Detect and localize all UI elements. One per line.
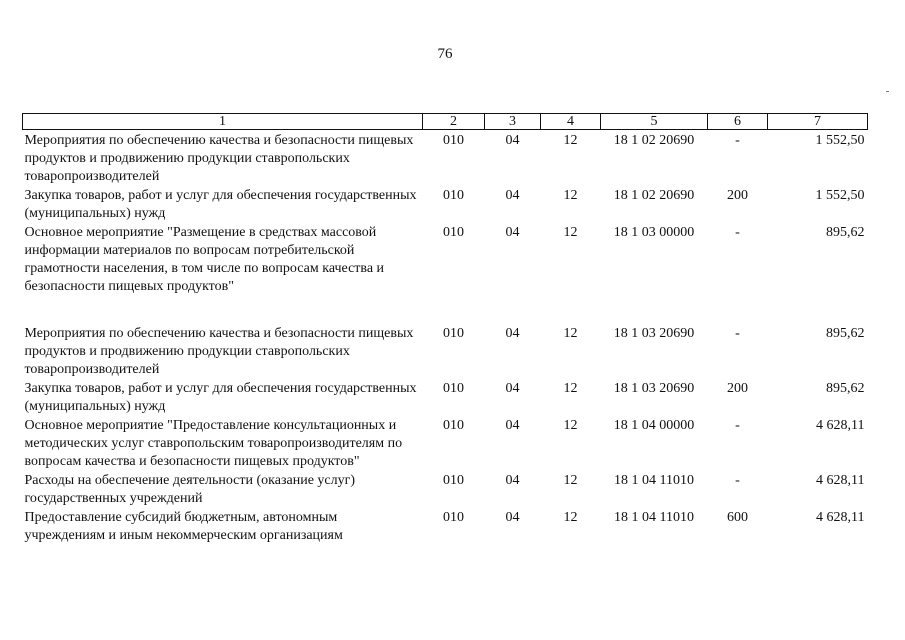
row-amount: 895,62 <box>826 381 865 396</box>
row-name: Мероприятия по обеспечению качества и безопасности пищевых продуктов и продвижению продукции ставропольских товаропроизводителей <box>24 133 414 184</box>
row-code-4: 12 <box>563 133 578 148</box>
table-row <box>23 130 868 188</box>
row-code-5: 18 1 04 11010 <box>614 510 694 525</box>
row-code-4: 12 <box>563 225 578 240</box>
row-amount: 895,62 <box>826 225 865 240</box>
row-name: Расходы на обеспечение деятельности (оказание услуг) государственных учреждений <box>24 473 356 506</box>
row-code-4: 12 <box>563 418 578 433</box>
row-code-5: 18 1 03 00000 <box>613 225 695 240</box>
table-row <box>23 224 868 297</box>
column-header-2: 2 <box>423 114 485 130</box>
row-name: Предоставление субсидий бюджетным, автономным учреждениям и иным некоммерческим организациям <box>24 510 343 543</box>
scan-edge-mark <box>886 91 889 92</box>
table-row <box>23 472 868 509</box>
row-code-5: 18 1 04 00000 <box>613 418 695 433</box>
row-code-5: 18 1 02 20690 <box>613 188 695 203</box>
row-code-3: 04 <box>505 133 520 148</box>
row-code-3: 04 <box>505 473 520 488</box>
row-name: Мероприятия по обеспечению качества и безопасности пищевых продуктов и продвижению продукции ставропольских товаропроизводителей <box>24 326 414 377</box>
row-code-2: 010 <box>443 133 464 148</box>
row-code-5: 18 1 04 11010 <box>614 473 694 488</box>
row-code-2: 010 <box>443 510 464 525</box>
row-amount: 4 628,11 <box>816 473 865 488</box>
row-code-6: - <box>735 225 740 240</box>
row-name: Закупка товаров, работ и услуг для обеспечения государственных (муниципальных) нужд <box>24 188 417 221</box>
row-name: Закупка товаров, работ и услуг для обеспечения государственных (муниципальных) нужд <box>24 381 417 414</box>
row-code-3: 04 <box>505 418 520 433</box>
row-code-4: 12 <box>563 188 578 203</box>
row-code-2: 010 <box>443 225 464 240</box>
table-row <box>23 187 868 224</box>
row-code-6: 200 <box>727 381 748 396</box>
row-code-4: 12 <box>563 381 578 396</box>
row-code-3: 04 <box>505 326 520 341</box>
row-code-6: - <box>735 133 740 148</box>
row-amount: 4 628,11 <box>816 418 865 433</box>
row-code-5: 18 1 03 20690 <box>613 381 695 396</box>
row-name: Основное мероприятие "Размещение в средствах массовой информации материалов по вопросам потребительской грамотности населения, в том числе по вопросам качества и безопасности пищевых продуктов" <box>24 225 385 294</box>
budget-table <box>22 113 868 546</box>
row-code-2: 010 <box>443 418 464 433</box>
column-header-7: 7 <box>768 114 868 130</box>
column-header-3: 3 <box>485 114 541 130</box>
column-header-5: 5 <box>601 114 708 130</box>
row-amount: 4 628,11 <box>816 510 865 525</box>
row-code-2: 010 <box>443 188 464 203</box>
row-code-4: 12 <box>563 326 578 341</box>
table-row <box>23 325 868 380</box>
table-row <box>23 417 868 472</box>
row-code-5: 18 1 03 20690 <box>613 326 695 341</box>
row-code-4: 12 <box>563 510 578 525</box>
table-row <box>23 509 868 546</box>
column-header-4: 4 <box>541 114 601 130</box>
row-name: Основное мероприятие "Предоставление консультационных и методических услуг ставропольским товаропроизводителям по вопросам качества и безопасности пищевых продуктов" <box>24 418 403 469</box>
row-code-6: 200 <box>727 188 748 203</box>
row-code-5: 18 1 02 20690 <box>613 133 695 148</box>
header-row <box>23 114 868 130</box>
row-code-2: 010 <box>443 473 464 488</box>
row-code-3: 04 <box>505 381 520 396</box>
row-code-3: 04 <box>505 510 520 525</box>
column-header-1: 1 <box>23 114 423 130</box>
row-code-2: 010 <box>443 381 464 396</box>
row-code-6: - <box>735 418 740 433</box>
row-code-4: 12 <box>563 473 578 488</box>
row-code-6: - <box>735 326 740 341</box>
blank-row <box>23 297 868 325</box>
row-code-3: 04 <box>505 225 520 240</box>
row-code-3: 04 <box>505 188 520 203</box>
row-amount: 895,62 <box>826 326 865 341</box>
row-amount: 1 552,50 <box>815 133 865 148</box>
page-number: 76 <box>437 46 453 62</box>
row-amount: 1 552,50 <box>815 188 865 203</box>
row-code-2: 010 <box>443 326 464 341</box>
table-row <box>23 380 868 417</box>
row-code-6: - <box>735 473 740 488</box>
column-header-6: 6 <box>708 114 768 130</box>
row-code-6: 600 <box>727 510 748 525</box>
